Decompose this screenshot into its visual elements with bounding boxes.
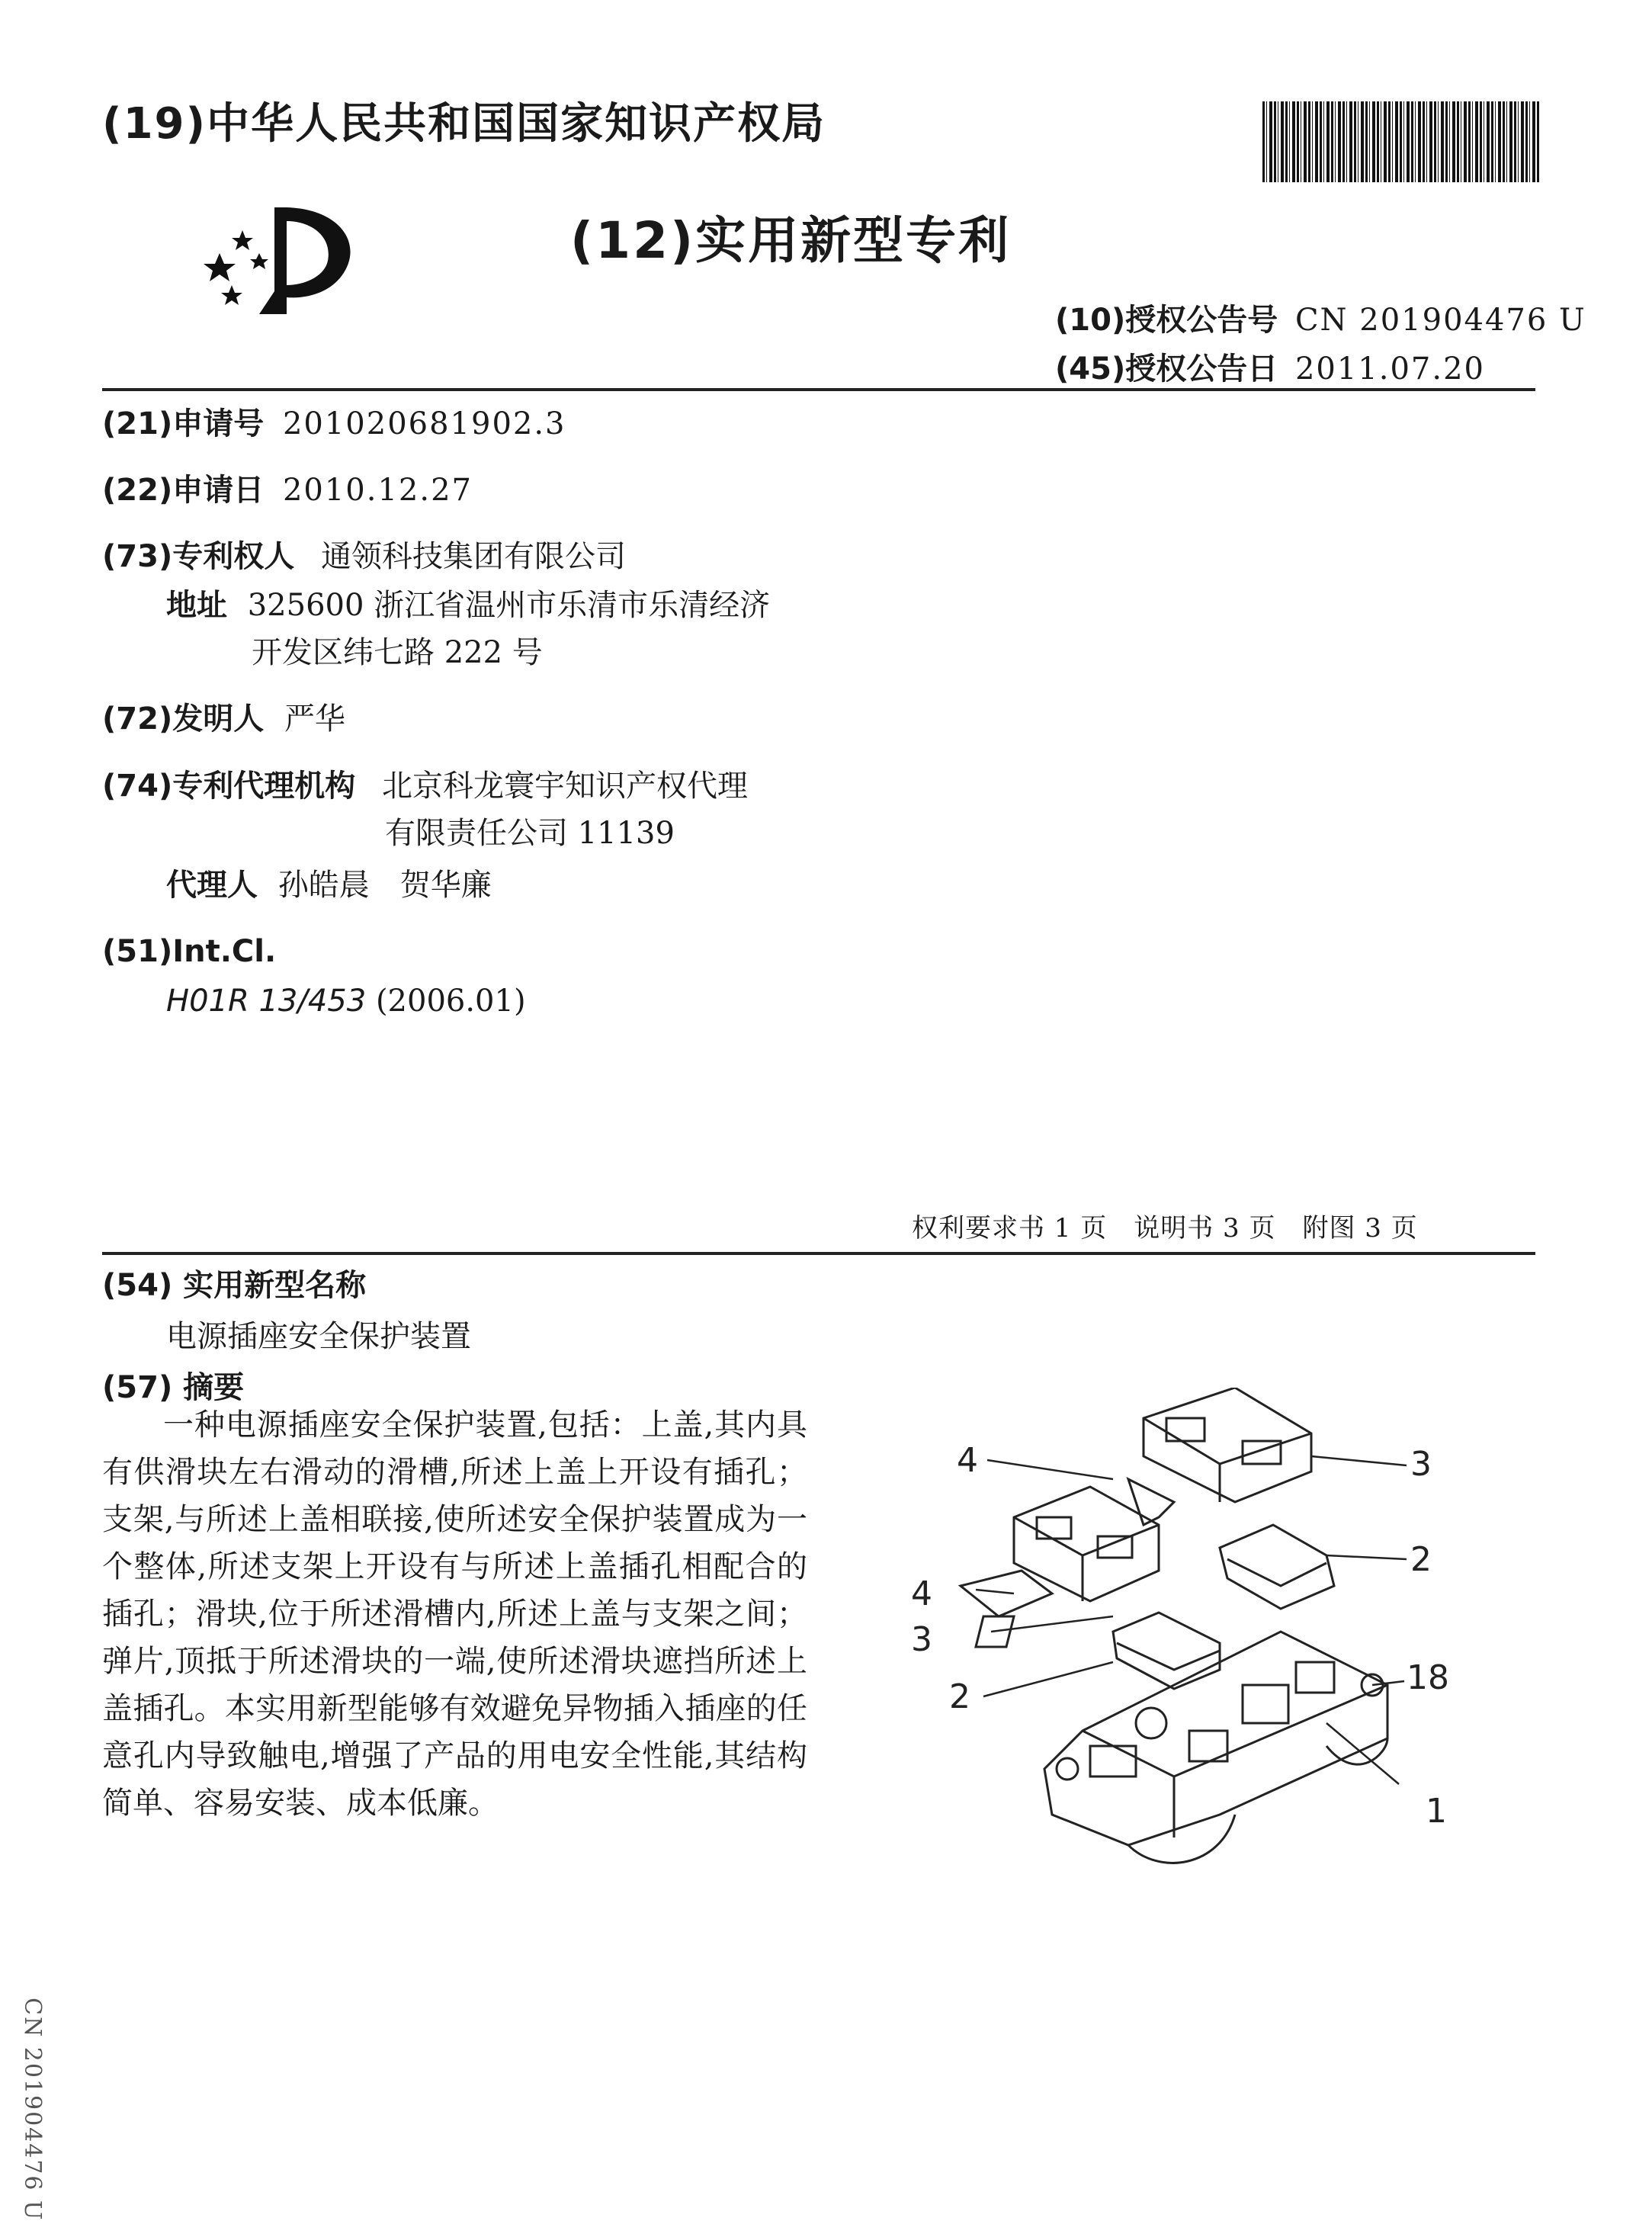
agency-line-1: 北京科龙寰宇知识产权代理 (381, 769, 748, 804)
header-divider (102, 388, 1535, 391)
intcl-row (102, 932, 276, 971)
application-date-label: (22)申请日 (102, 473, 265, 508)
address-line-1: 325600 浙江省温州市乐清市乐清经济 (247, 588, 771, 623)
abstract-label: (57) 摘要 (102, 1370, 245, 1405)
figure-part-slider-left (1113, 1613, 1220, 1689)
figure-label: 4 (957, 1441, 978, 1480)
agency-line-2: 有限责任公司 11139 (385, 816, 675, 851)
publication-date-row (1055, 345, 1485, 388)
address-row (166, 586, 770, 625)
barcode (1262, 101, 1540, 182)
agency-row (102, 766, 748, 806)
publication-number-row (1055, 296, 1586, 339)
side-publication-mark: CN 201904476 U (19, 1998, 46, 2221)
agency-label: (74)专利代理机构 (102, 769, 356, 804)
agent-row (166, 865, 492, 905)
figure-label: 4 (911, 1574, 932, 1613)
document-type: (12)实用新型专利 (570, 211, 1012, 270)
address-label: 地址 (166, 588, 227, 623)
agent-label: 代理人 (166, 868, 258, 903)
application-number-row (102, 404, 566, 444)
utility-model-title: 电源插座安全保护装置 (166, 1319, 471, 1354)
figure-label: 3 (1410, 1445, 1432, 1484)
publication-date: 2011.07.20 (1294, 351, 1485, 387)
application-number-label: (21)申请号 (102, 406, 265, 441)
figure-part-slider-right (1220, 1525, 1334, 1609)
patentee: 通领科技集团有限公司 (320, 539, 626, 574)
figure-label: 3 (911, 1620, 932, 1659)
inventor-row (102, 699, 345, 739)
publication-number: CN 201904476 U (1294, 303, 1586, 338)
application-date: 2010.12.27 (282, 473, 473, 508)
intcl-code: H01R 13/453 (166, 984, 367, 1019)
inventor-label: (72)发明人 (102, 701, 265, 737)
application-date-row (102, 470, 473, 510)
inventor: 严华 (284, 701, 345, 737)
application-number: 201020681902.3 (282, 406, 566, 441)
summary-divider (102, 1252, 1535, 1255)
cnipa-logo (189, 200, 372, 322)
office-name: (19)中华人民共和国国家知识产权局 (102, 99, 826, 149)
publication-date-label: (45)授权公告日 (1055, 351, 1278, 387)
figure-part-cover-upper (1128, 1388, 1311, 1525)
publication-number-label: (10)授权公告号 (1055, 303, 1278, 338)
intcl-version: (2006.01) (375, 984, 526, 1019)
figure-labels (911, 1441, 1449, 1831)
pages-summary: 权利要求书 1 页 说明书 3 页 附图 3 页 (912, 1213, 1418, 1244)
patentee-row (102, 537, 626, 576)
agent: 孙皓晨 贺华廉 (277, 868, 492, 903)
figure-label: 18 (1407, 1658, 1449, 1697)
patentee-label: (73)专利权人 (102, 539, 295, 574)
address-line-2: 开发区纬七路 222 号 (252, 635, 543, 670)
patent-figure (900, 1388, 1479, 1921)
figure-label: 2 (949, 1677, 970, 1716)
intcl-label: (51)Int.Cl. (102, 934, 277, 969)
figure-label: 1 (1426, 1792, 1447, 1831)
figure-label: 2 (1410, 1540, 1432, 1579)
title-label: (54) 实用新型名称 (102, 1268, 367, 1303)
intcl-classification (166, 981, 526, 1021)
abstract-text: 一种电源插座安全保护装置,包括：上盖,其内具有供滑块左右滑动的滑槽,所述上盖上开设有插孔；支架,与所述上盖相联接,使所述安全保护装置成为一个整体,所述支架上开设有与所述上盖插孔相配合的插孔；滑块,位于所述滑槽内,所述上盖与支架之间；弹片,顶抵于所述滑块的一端,使所述滑块遮挡所述上盖插孔。本实用新型能够有效避免异物插入插座的任意孔内导致触电,增强了产品的用电安全性能,其结构简单、容易安装、成本低廉。 (102, 1407, 807, 1821)
